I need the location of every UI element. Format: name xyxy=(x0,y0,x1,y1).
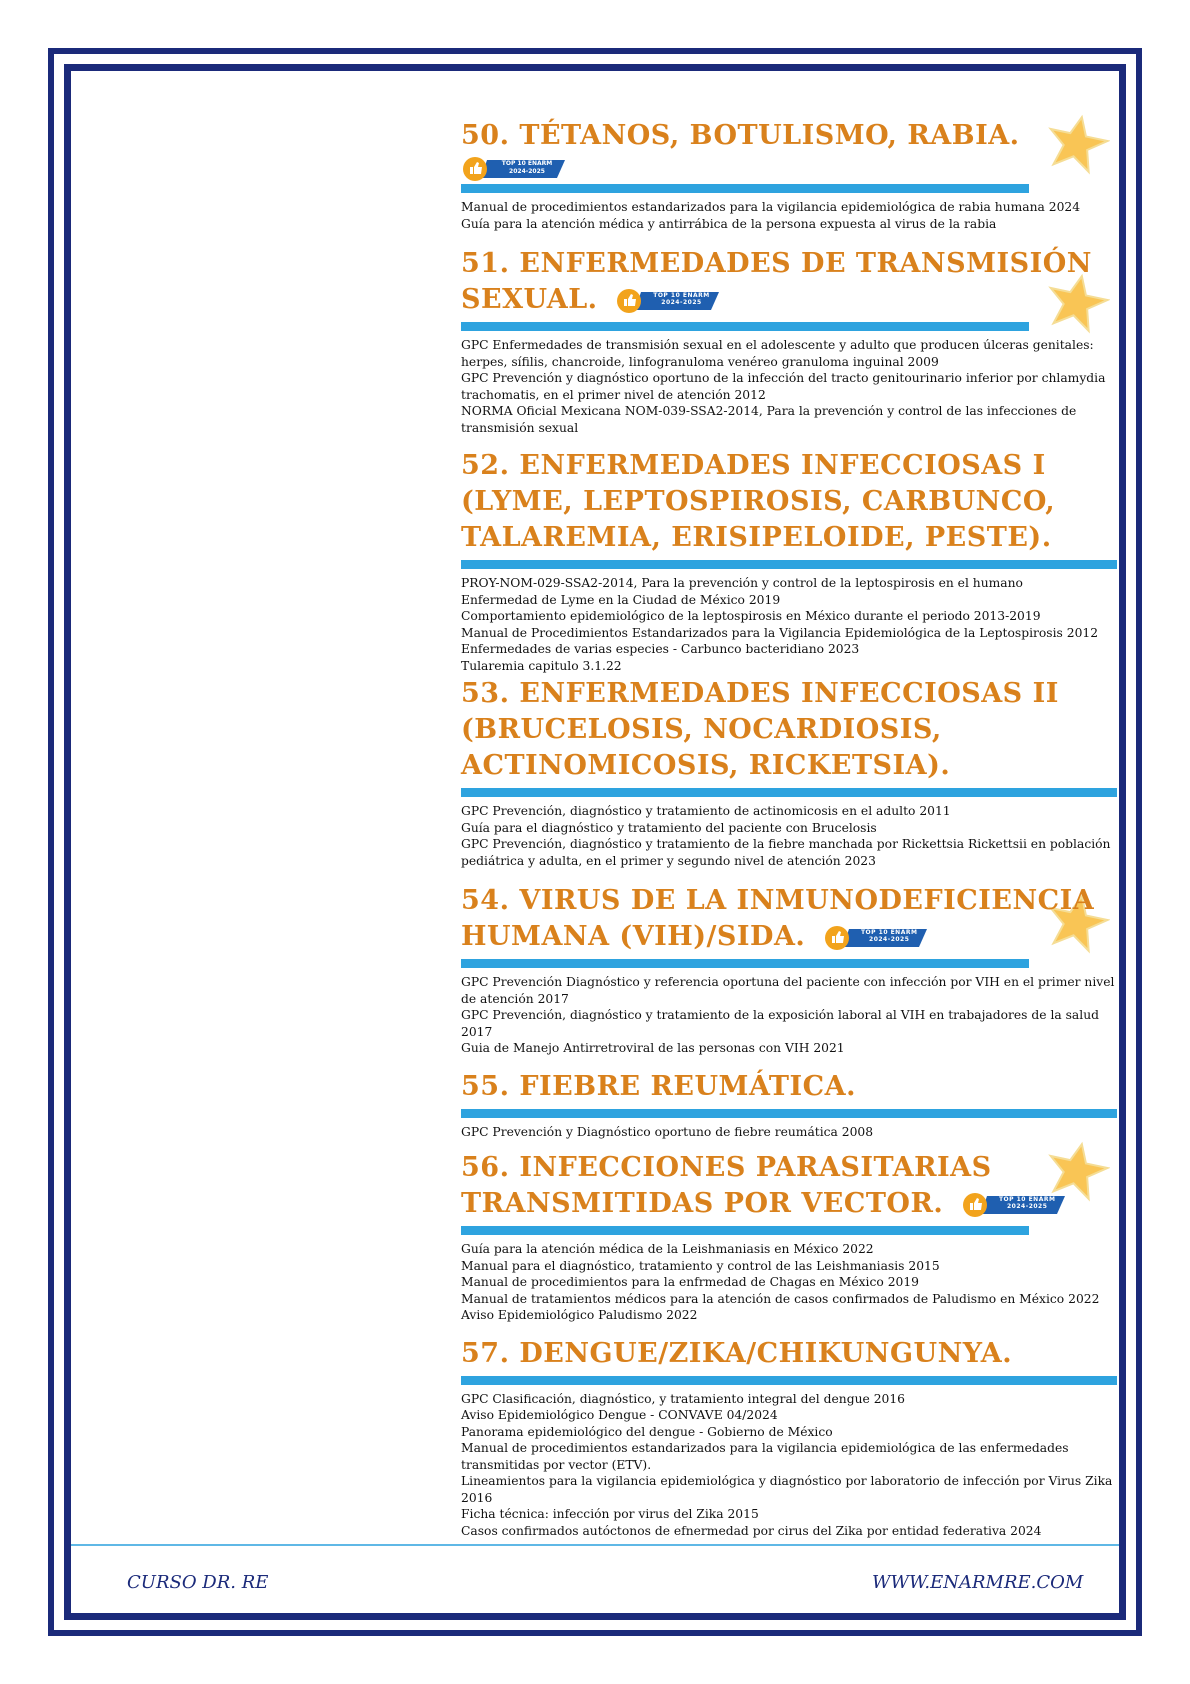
top10-badge: TOP 10 ENARM 2024-2025 xyxy=(961,1192,1065,1218)
reference-list xyxy=(461,974,1117,1057)
reference-item: NORMA Oficial Mexicana NOM-039-SSA2-2014, Para la prevención y control de las infecciones de transmisión sexual xyxy=(461,404,1077,435)
reference-item: PROY-NOM-029-SSA2-2014, Para la prevención y control de la leptospirosis en el humano xyxy=(461,576,1023,590)
reference-item: Enfermedades de varias especies - Carbunco bacteridiano 2023 xyxy=(461,642,860,656)
section-title: 52. ENFERMEDADES INFECCIOSAS I (LYME, LEPTOSPIROSIS, CARBUNCO, TALAREMIA, ERISIPELOIDE, PESTE). xyxy=(461,450,1056,553)
top10-badge: TOP 10 ENARM 2024-2025 xyxy=(461,156,565,182)
top10-badge: TOP 10 ENARM 2024-2025 xyxy=(823,925,927,951)
reference-item: Casos confirmados autóctonos de efnermedad por cirus del Zika por entidad federativa 2024 xyxy=(461,1523,1042,1538)
reference-item: GPC Enfermedades de transmisión sexual en el adolescente y adulto que producen úlceras genitales: herpes, sífilis, chancroide, linfogranuloma venéreo granuloma inguinal 2009 xyxy=(461,338,1094,369)
reference-item: Guia de Manejo Antirretroviral de las personas con VIH 2021 xyxy=(461,1041,845,1055)
section-54 xyxy=(461,883,1117,1057)
reference-list xyxy=(461,575,1117,674)
reference-item: Manual de procedimientos estandarizados para la vigilancia epidemiológica de las enfermedades transmitidas por vector (ETV). xyxy=(461,1441,1069,1472)
reference-item: Lineamientos para la vigilancia epidemiológica y diagnóstico por laboratorio de infección por Virus Zika 2016 xyxy=(461,1474,1113,1505)
footer-course-name: CURSO DR. RE xyxy=(127,1572,269,1593)
reference-item: Guía para la atención médica de la Leishmaniasis en México 2022 xyxy=(461,1242,874,1256)
reference-item: GPC Prevención y Diagnóstico oportuno de fiebre reumática 2008 xyxy=(461,1124,874,1139)
reference-list xyxy=(461,1241,1117,1324)
footer-website-link[interactable]: WWW.ENARMRE.COM xyxy=(872,1572,1084,1593)
section-divider xyxy=(461,322,1029,331)
section-51 xyxy=(461,246,1117,436)
content-column xyxy=(461,118,1117,1539)
section-title: 55. FIEBRE REUMÁTICA. xyxy=(461,1070,856,1102)
reference-list xyxy=(461,337,1117,436)
reference-item: Guía para el diagnóstico y tratamiento del paciente con Brucelosis xyxy=(461,820,877,835)
reference-list xyxy=(461,803,1117,869)
reference-item: GPC Prevención, diagnóstico y tratamiento de la fiebre manchada por Rickettsia Rickettsii en población pediátrica y adulta, en el primer y segundo nivel de atención 2023 xyxy=(461,837,1111,868)
top10-badge: TOP 10 ENARM 2024-2025 xyxy=(615,288,719,314)
reference-item: Aviso Epidemiológico Dengue - CONVAVE 04/2024 xyxy=(461,1408,778,1422)
reference-item: Manual de procedimientos para la enfrmedad de Chagas en México 2019 xyxy=(461,1275,919,1289)
reference-item: GPC Prevención, diagnóstico y tratamiento de la exposición laboral al VIH en trabajadores de la salud 2017 xyxy=(461,1008,1099,1039)
section-divider xyxy=(461,1226,1029,1235)
reference-item: GPC Prevención, diagnóstico y tratamiento de actinomicosis en el adulto 2011 xyxy=(461,804,951,818)
section-divider xyxy=(461,1376,1117,1385)
footer-divider xyxy=(71,1544,1119,1546)
reference-item: Tularemia capitulo 3.1.22 xyxy=(461,658,622,673)
section-divider xyxy=(461,560,1117,569)
section-56 xyxy=(461,1150,1117,1324)
section-title: 53. ENFERMEDADES INFECCIOSAS II (BRUCELOSIS, NOCARDIOSIS, ACTINOMICOSIS, RICKETSIA). xyxy=(461,678,1059,781)
section-title: 50. TÉTANOS, BOTULISMO, RABIA. xyxy=(461,120,1020,151)
reference-item: Aviso Epidemiológico Paludismo 2022 xyxy=(461,1308,698,1322)
section-title: 51. ENFERMEDADES DE TRANSMISIÓN SEXUAL. TOP 10 ENARM 2024-2025 xyxy=(461,248,1092,315)
section-title: 54. VIRUS DE LA INMUNODEFICIENCIA HUMANA (VIH)/SIDA. TOP 10 ENARM 2024-2025 xyxy=(461,885,1095,952)
reference-item: Guía para la atención médica y antirrábica de la persona expuesta al virus de la rabia xyxy=(461,216,997,231)
section-55 xyxy=(461,1069,1117,1141)
section-divider xyxy=(461,788,1117,797)
reference-item: Manual de tratamientos médicos para la atención de casos confirmados de Paludismo en México 2022 xyxy=(461,1291,1100,1306)
reference-item: Manual de procedimientos estandarizados para la vigilancia epidemiológica de rabia humana 2024 xyxy=(461,200,1081,214)
section-57 xyxy=(461,1336,1117,1540)
section-divider xyxy=(461,1109,1117,1118)
reference-item: Enfermedad de Lyme en la Ciudad de México 2019 xyxy=(461,592,781,607)
section-title: 56. INFECCIONES PARASITARIAS TRANSMITIDAS POR VECTOR. TOP 10 ENARM 2024-2025 xyxy=(461,1150,1117,1222)
reference-item: Manual de Procedimientos Estandarizados para la Vigilancia Epidemiológica de la Leptospirosis 2012 xyxy=(461,625,1099,640)
section-52 xyxy=(461,448,1117,674)
section-divider xyxy=(461,959,1029,968)
section-53 xyxy=(461,676,1117,869)
reference-list xyxy=(461,1391,1117,1540)
reference-item: GPC Prevención Diagnóstico y referencia oportuna del paciente con infección por VIH en el primer nivel de atención 2017 xyxy=(461,975,1115,1006)
section-50 xyxy=(461,118,1117,232)
reference-item: Manual para el diagnóstico, tratamiento y control de las Leishmaniasis 2015 xyxy=(461,1258,940,1273)
reference-item: GPC Prevención y diagnóstico oportuno de la infección del tracto genitourinario inferior por chlamydia trachomatis, en el primer nivel de atención 2012 xyxy=(461,371,1106,402)
reference-item: Panorama epidemiológico del dengue - Gobierno de México xyxy=(461,1424,833,1439)
section-title: 57. DENGUE/ZIKA/CHIKUNGUNYA. xyxy=(461,1337,1013,1369)
reference-list xyxy=(461,1124,1117,1141)
reference-item: GPC Clasificación, diagnóstico, y tratamiento integral del dengue 2016 xyxy=(461,1391,905,1406)
reference-item: Ficha técnica: infección por virus del Zika 2015 xyxy=(461,1507,759,1521)
section-divider xyxy=(461,184,1029,193)
reference-item: Comportamiento epidemiológico de la leptospirosis en México durante el periodo 2013-2019 xyxy=(461,609,1041,623)
reference-list xyxy=(461,199,1117,232)
